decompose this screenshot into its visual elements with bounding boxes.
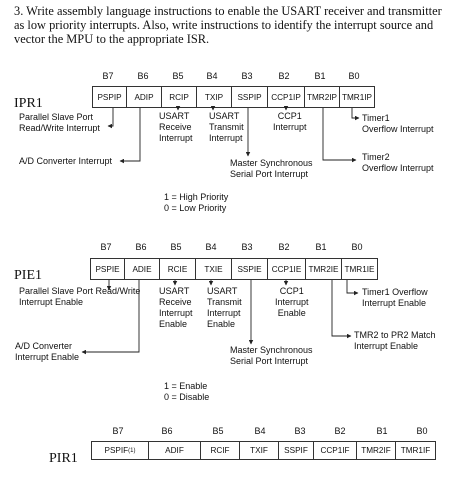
pie1-label-tmr1: Timer1 Overflow Interrupt Enable [362, 287, 428, 308]
pie1-bit-sspie: SSPIE [231, 258, 268, 280]
pir1-name: PIR1 [49, 451, 78, 466]
ipr1-arrow-tmr1 [352, 108, 359, 118]
ipr1-bit-txip: TXIP [196, 86, 232, 108]
pie1-label-ccp1: CCP1 Interrupt Enable [275, 286, 309, 318]
pie1-bitnum: B5 [170, 242, 182, 252]
ipr1-bit-adip: ADIP [126, 86, 162, 108]
ipr1-name: IPR1 [14, 96, 43, 111]
pie1-bitnum: B0 [351, 242, 363, 252]
pir1-bit-tmr1if: TMR1IF [395, 441, 436, 460]
pie1-label-rc: USART Receive Interrupt Enable [159, 286, 193, 329]
ipr1-bitnum: B6 [137, 71, 149, 81]
pir1-bitnum: B6 [161, 426, 173, 436]
pie1-label-ad: A/D Converter Interrupt Enable [15, 341, 80, 362]
pie1-label-ssp: Master Synchronous Serial Port Interrupt [230, 345, 313, 366]
ipr1-label-ssp: Master Synchronous Serial Port Interrupt [230, 158, 313, 179]
ipr1-label-psp: Parallel Slave Port Read/Write Interrupt [19, 112, 100, 133]
pie1-bit-pspie: PSPIE [90, 258, 125, 280]
pie1-legend-enable: 1 = Enable [164, 381, 208, 391]
ipr1-bitnum: B7 [102, 71, 114, 81]
pir1-bit-tmr2if: TMR2IF [356, 441, 396, 460]
pie1-bitnum: B2 [278, 242, 290, 252]
pir1-bit-rcif: RCIF [200, 441, 240, 460]
pir1-bitnum: B1 [376, 426, 388, 436]
pie1-label-tx: USART Transmit Interrupt Enable [207, 286, 242, 329]
ipr1-bit-pspip: PSPIP [92, 86, 127, 108]
pie1-label-tmr2: TMR2 to PR2 Match Interrupt Enable [354, 330, 436, 351]
pie1-bitnum: B7 [100, 242, 112, 252]
ipr1-bit-tmr2ip: TMR2IP [304, 86, 340, 108]
pie1-bit-rcie: RCIE [159, 258, 196, 280]
question-text: 3. Write assembly language instructions to enable the USART receiver and transmitter as low priority interrupts. Also, write instructions to identify the interrupt source and vector the MPU to the appropriate ISR. [14, 4, 442, 46]
pie1-arrow-tmr1 [347, 280, 358, 293]
pie1-bitnum: B3 [241, 242, 253, 252]
pir1-footnote-mark: (1) [128, 447, 136, 454]
pie1-bitnum: B1 [315, 242, 327, 252]
pie1-bitnum: B6 [135, 242, 147, 252]
pir1-bit-adif: ADIF [148, 441, 201, 460]
pir1-bit-txif: TXIF [239, 441, 279, 460]
ipr1-bitnum: B1 [314, 71, 326, 81]
ipr1-bit-sspip: SSPIP [231, 86, 268, 108]
pie1-name: PIE1 [14, 268, 42, 283]
pir1-bit-sspif: SSPIF [278, 441, 314, 460]
pir1-bit-pspif-text: PSPIF [104, 446, 129, 455]
pir1-bit-ccp1if: CCP1IF [313, 441, 357, 460]
pie1-bit-tmr2ie: TMR2IE [305, 258, 342, 280]
ipr1-bitnum: B4 [206, 71, 218, 81]
pie1-arrow-ad [82, 280, 139, 352]
pie1-bitnum: B4 [205, 242, 217, 252]
ipr1-arrow-ad [120, 108, 140, 161]
ipr1-label-ad: A/D Converter Interrupt [19, 156, 113, 166]
pie1-bit-tmr1ie: TMR1IE [341, 258, 378, 280]
ipr1-bitnum: B3 [241, 71, 253, 81]
ipr1-label-tmr1: Timer1 Overflow Interrupt [362, 113, 434, 134]
pir1-bitnum: B3 [294, 426, 306, 436]
pie1-label-psp: Parallel Slave Port Read/Write Interrupt Enable [19, 286, 141, 307]
pie1-bit-txie: TXIE [195, 258, 232, 280]
ipr1-bit-rcip: RCIP [161, 86, 197, 108]
pie1-legend-disable: 0 = Disable [164, 392, 210, 402]
pir1-bitnum: B7 [112, 426, 124, 436]
pir1-bitnum: B5 [212, 426, 224, 436]
pie1-bit-adie: ADIE [124, 258, 160, 280]
pir1-bitnum: B2 [334, 426, 346, 436]
ipr1-label-rc: USART Receive Interrupt [159, 111, 193, 143]
pir1-bitnum: B4 [254, 426, 266, 436]
ipr1-bitnum: B5 [172, 71, 184, 81]
ipr1-bitnum: B2 [278, 71, 290, 81]
ipr1-legend-high: 1 = High Priority [164, 192, 229, 202]
ipr1-arrow-tmr2 [323, 108, 356, 160]
ipr1-arrow-psp [108, 108, 113, 126]
ipr1-bit-ccp1ip: CCP1IP [267, 86, 305, 108]
pie1-bit-ccp1ie: CCP1IE [267, 258, 306, 280]
ipr1-label-ccp1: CCP1 Interrupt [273, 111, 307, 132]
pir1-bitnum: B0 [416, 426, 428, 436]
ipr1-label-tmr2: Timer2 Overflow Interrupt [362, 152, 434, 173]
ipr1-bitnum: B0 [348, 71, 360, 81]
ipr1-bit-tmr1ip: TMR1IP [339, 86, 375, 108]
ipr1-label-tx: USART Transmit Interrupt [209, 111, 244, 143]
pie1-arrow-tmr2 [332, 280, 351, 336]
ipr1-legend-low: 0 = Low Priority [164, 203, 227, 213]
